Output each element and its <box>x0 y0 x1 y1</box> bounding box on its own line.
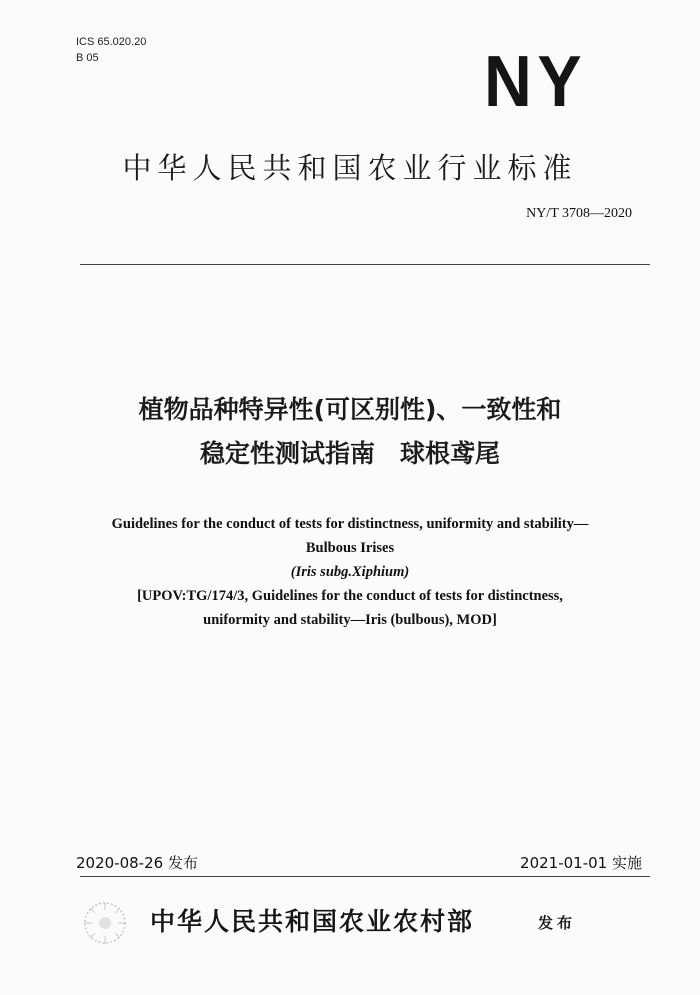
standard-category-title: 中华人民共和国农业行业标准 <box>122 151 578 185</box>
classification-codes <box>76 34 146 66</box>
issue-date: 2020-08-26 发布 <box>76 854 198 872</box>
ics-code: ICS 65.020.20 <box>76 36 147 48</box>
chinese-title-line-1: 植物品种特异性(可区别性)、一致性和 <box>138 395 562 424</box>
issuing-authority: 中华人民共和国农业农村部 <box>150 907 475 936</box>
chinese-title-line-2: 稳定性测试指南 球根鸢尾 <box>199 439 500 468</box>
top-divider <box>80 264 650 265</box>
standard-number: NY/T 3708—2020 <box>526 206 632 221</box>
english-title-line-1: Guidelines for the conduct of tests for distinctness, uniformity and stability— <box>111 516 589 532</box>
standard-logo: NY <box>484 42 588 122</box>
classification-code: B 05 <box>76 52 99 64</box>
upov-reference-line-2: uniformity and stability—Iris (bulbous), MOD] <box>203 612 497 628</box>
seal-emblem-icon <box>80 898 130 948</box>
issuing-authority-suffix: 发布 <box>538 914 577 932</box>
english-document-title <box>0 512 700 632</box>
latin-name: (Iris subg.Xiphium) <box>290 564 410 580</box>
implementation-date: 2021-01-01 实施 <box>520 854 642 872</box>
bottom-divider <box>80 876 650 877</box>
chinese-document-title <box>0 388 700 476</box>
upov-reference-line-1: [UPOV:TG/174/3, Guidelines for the conduct of tests for distinctness, <box>137 588 563 604</box>
english-title-line-2: Bulbous Irises <box>305 540 395 556</box>
